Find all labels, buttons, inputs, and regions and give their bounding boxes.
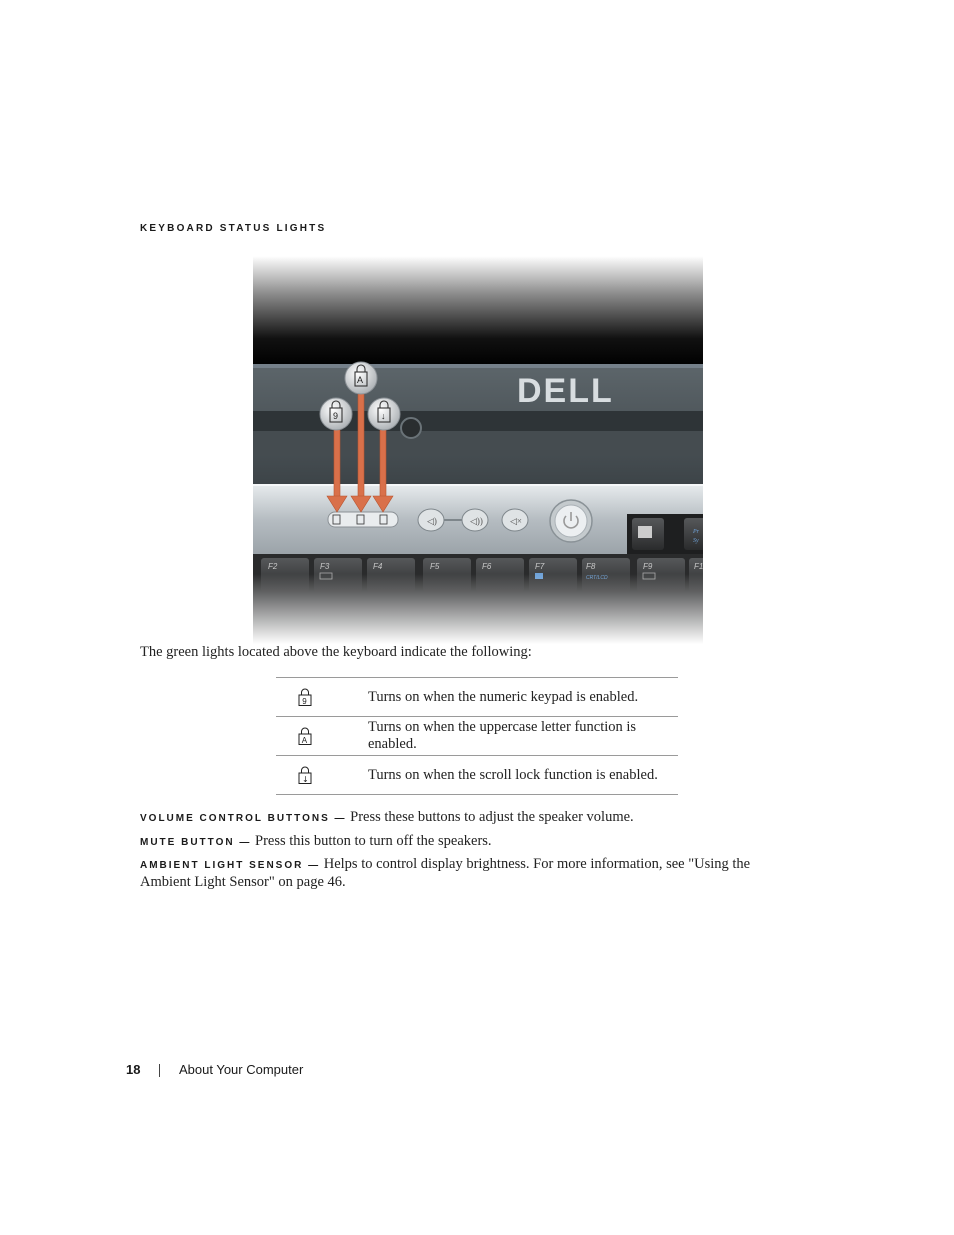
footer-divider	[159, 1064, 160, 1077]
svg-text:Pr: Pr	[693, 529, 699, 535]
scroll-lock-description: Turns on when the scroll lock function is enabled.	[368, 756, 678, 795]
svg-text:◁): ◁)	[427, 516, 437, 526]
svg-text:F1: F1	[694, 562, 703, 571]
status-light-strip	[328, 512, 398, 527]
keyboard-status-lights-photo	[253, 256, 703, 644]
svg-text:F3: F3	[320, 562, 330, 571]
svg-text:A: A	[301, 735, 308, 745]
dell-logo	[517, 372, 614, 410]
caps-lock-callout	[345, 362, 377, 394]
svg-text:9: 9	[302, 696, 307, 706]
volume-buttons-entry	[140, 809, 800, 827]
caps-lock-icon	[298, 727, 312, 745]
term-label: AMBIENT LIGHT SENSOR —	[140, 860, 321, 871]
ambient-light-sensor-entry	[140, 856, 800, 891]
mute-button	[502, 509, 528, 531]
num-lock-icon	[298, 688, 312, 706]
table-row	[276, 756, 678, 795]
svg-text:F8: F8	[586, 562, 596, 571]
num-lock-description: Turns on when the numeric keypad is enabled.	[368, 678, 678, 717]
svg-text:9: 9	[333, 411, 339, 421]
term-label: MUTE BUTTON —	[140, 837, 252, 848]
svg-text:F4: F4	[373, 562, 383, 571]
svg-text:DELL: DELL	[517, 372, 614, 410]
page-number: 18	[126, 1062, 141, 1077]
svg-text:◁×: ◁×	[510, 516, 522, 526]
svg-text:A: A	[357, 375, 364, 385]
intro-text: The green lights located above the keyboard indicate the following:	[140, 644, 532, 660]
section-heading: KEYBOARD STATUS LIGHTS	[140, 223, 327, 234]
svg-text:F9: F9	[643, 562, 653, 571]
scroll-lock-icon	[298, 766, 312, 784]
table-row	[276, 678, 678, 717]
svg-text:F7: F7	[535, 562, 545, 571]
svg-text:F6: F6	[482, 562, 492, 571]
svg-text:F2: F2	[268, 562, 278, 571]
display-screen	[253, 256, 703, 366]
power-button	[550, 500, 592, 542]
scroll-lock-callout	[368, 398, 400, 430]
mute-button-entry	[140, 833, 800, 851]
svg-text:↓: ↓	[302, 774, 309, 784]
ambient-light-sensor	[401, 418, 421, 438]
svg-text:F5: F5	[430, 562, 440, 571]
svg-text:↓: ↓	[381, 411, 386, 421]
status-lights-table	[276, 677, 678, 795]
svg-text:Sy: Sy	[693, 538, 699, 544]
num-lock-callout	[320, 398, 352, 430]
term-description: Press this button to turn off the speakers.	[255, 833, 492, 849]
term-description: Helps to control display brightness. For more information, see "Using the Ambient Light Sensor" on page 46.	[140, 856, 751, 890]
table-row	[276, 717, 678, 756]
term-label: VOLUME CONTROL BUTTONS —	[140, 813, 347, 824]
term-description: Press these buttons to adjust the speaker volume.	[350, 809, 634, 825]
svg-text:◁)): ◁))	[470, 516, 483, 526]
footer-title: About Your Computer	[179, 1062, 304, 1077]
caps-lock-description: Turns on when the uppercase letter function is enabled.	[368, 717, 678, 756]
